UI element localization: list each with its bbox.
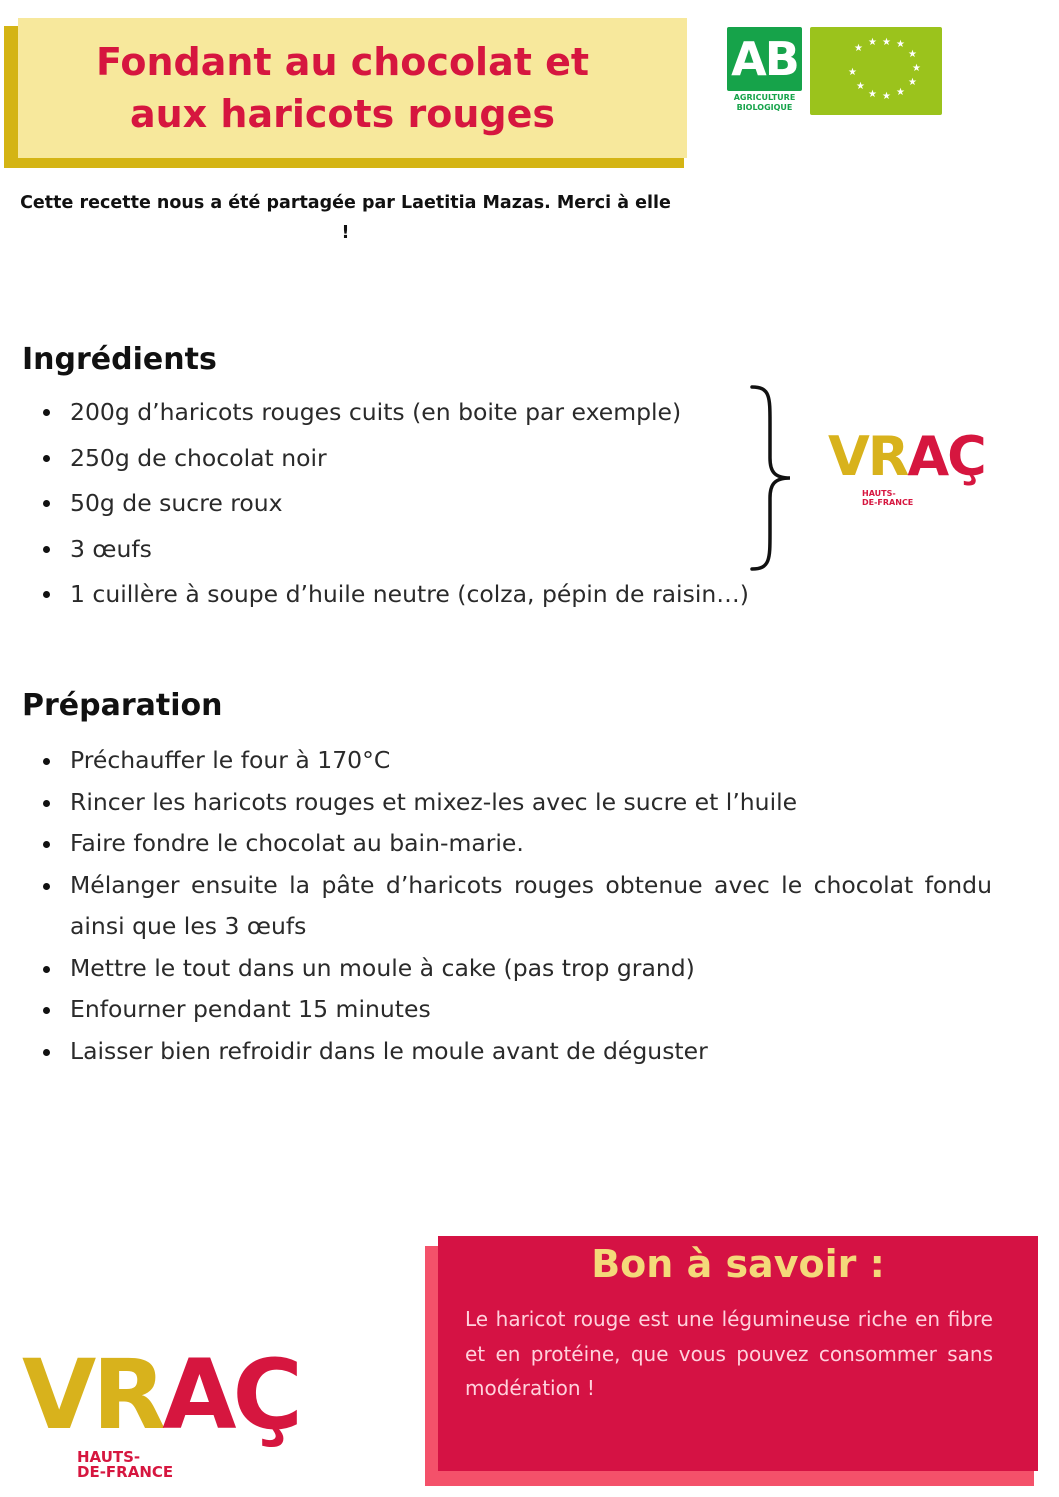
svg-text:★: ★ [908, 49, 917, 60]
svg-text:★: ★ [882, 37, 891, 48]
ab-logo-letters: AB [731, 32, 798, 86]
svg-text:★: ★ [854, 43, 863, 54]
svg-text:★: ★ [868, 89, 877, 100]
list-item [22, 392, 822, 438]
list-item [22, 989, 992, 1031]
list-item [22, 948, 992, 990]
list-item [22, 438, 822, 484]
list-item [22, 1031, 992, 1073]
vrac-logo-region: HAUTS- DE-FRANCE [862, 489, 914, 507]
list-item [22, 574, 822, 620]
preparation-list [22, 740, 992, 1072]
bullet-icon [43, 1049, 50, 1056]
ingredient-text: 3 œufs [70, 534, 152, 563]
svg-text:★: ★ [912, 63, 921, 74]
bullet-icon [43, 409, 50, 416]
step-text: Rincer les haricots rouges et mixez-les avec le sucre et l’huile [70, 787, 798, 816]
eu-organic-leaf-logo [810, 27, 942, 115]
svg-text:★: ★ [848, 67, 857, 78]
list-item [22, 529, 822, 575]
bullet-icon [43, 591, 50, 598]
bullet-icon [43, 455, 50, 462]
step-text: Faire fondre le chocolat au bain-marie. [70, 829, 524, 857]
page-title: Fondant au chocolat et aux haricots rouges [95, 40, 590, 136]
list-item [22, 782, 992, 824]
step-text: Préchauffer le four à 170°C [70, 746, 391, 774]
bullet-icon [43, 546, 50, 553]
svg-text:★: ★ [868, 37, 877, 48]
vrac-logo-wordmark: VRAÇ [828, 425, 985, 488]
ingredients-heading: Ingrédients [22, 342, 217, 377]
bullet-icon [43, 966, 50, 973]
list-item [22, 823, 992, 865]
ab-organic-logo [727, 27, 802, 115]
vrac-logo-large [22, 1339, 299, 1490]
vrac-logo-region: HAUTS- DE-FRANCE [77, 1448, 174, 1481]
tip-body: Le haricot rouge est une légumineuse riche en fibre et en protéine, que vous pouvez consommer sans modération ! [465, 1307, 993, 1400]
svg-text:★: ★ [856, 81, 865, 92]
tip-title: Bon à savoir : [591, 1242, 885, 1286]
svg-text:★: ★ [908, 77, 917, 88]
bullet-icon [43, 500, 50, 507]
bullet-icon [43, 800, 50, 807]
bullet-icon [43, 758, 50, 765]
ingredient-text: 1 cuillère à soupe d’huile neutre (colza, pépin de raisin…) [70, 580, 749, 608]
tip-box [438, 1236, 1038, 1471]
ab-logo-caption: AGRICULTURE BIOLOGIQUE [733, 93, 796, 112]
svg-text:★: ★ [882, 91, 891, 102]
title-box [18, 18, 687, 158]
bullet-icon [43, 1007, 50, 1014]
ingredient-text: 50g de sucre roux [70, 489, 283, 517]
curly-brace-icon [748, 383, 798, 573]
ingredient-text: 200g d’haricots rouges cuits (en boite par exemple) [70, 398, 682, 426]
list-item [22, 865, 992, 948]
eu-leaf-stars-icon [810, 27, 942, 115]
step-text: Mélanger ensuite la pâte d’haricots rouges obtenue avec le chocolat fondu ainsi que les 3 œufs [70, 870, 992, 940]
svg-text:★: ★ [896, 87, 905, 98]
bullet-icon [43, 883, 50, 890]
svg-text:★: ★ [896, 39, 905, 50]
list-item [22, 740, 992, 782]
step-text: Enfourner pendant 15 minutes [70, 995, 431, 1023]
step-text: Mettre le tout dans un moule à cake (pas trop grand) [70, 953, 695, 982]
list-item [22, 483, 822, 529]
ingredient-text: 250g de chocolat noir [70, 443, 327, 472]
step-text: Laisser bien refroidir dans le moule avant de déguster [70, 1036, 708, 1065]
vrac-logo-wordmark: VRAÇ [22, 1339, 299, 1451]
vrac-logo-small [828, 425, 985, 525]
ab-logo-badge [727, 27, 802, 91]
ingredients-list [22, 392, 822, 620]
recipe-credit: Cette recette nous a été partagée par Laetitia Mazas. Merci à elle ! [20, 193, 671, 243]
bullet-icon [43, 841, 50, 848]
preparation-heading: Préparation [22, 688, 223, 723]
